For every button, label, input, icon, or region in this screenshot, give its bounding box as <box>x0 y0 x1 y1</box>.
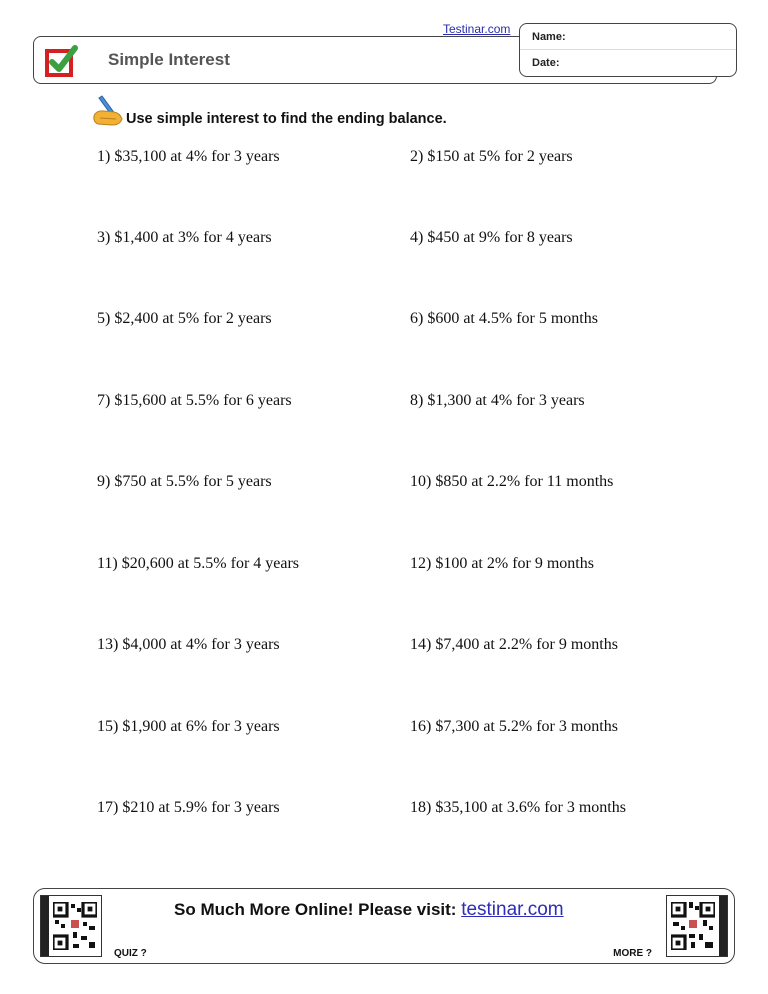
problem-item: 14) $7,400 at 2.2% for 9 months <box>410 636 618 653</box>
problem-item: 9) $750 at 5.5% for 5 years <box>97 473 272 490</box>
promo-message: So Much More Online! Please visit: <box>174 900 462 919</box>
problem-item: 16) $7,300 at 5.2% for 3 months <box>410 718 618 735</box>
qr-side-strip <box>41 896 49 956</box>
promo-text <box>174 899 564 921</box>
problem-item: 17) $210 at 5.9% for 3 years <box>97 799 280 816</box>
instruction <box>92 94 447 128</box>
problem-item: 4) $450 at 9% for 8 years <box>410 229 573 246</box>
date-field[interactable]: Date: <box>520 49 736 75</box>
instruction-text: Use simple interest to find the ending balance. <box>126 111 447 127</box>
problem-item: 5) $2,400 at 5% for 2 years <box>97 310 272 327</box>
quiz-label: QUIZ ? <box>114 948 147 959</box>
problem-item: 13) $4,000 at 4% for 3 years <box>97 636 280 653</box>
qr-side-strip <box>719 896 727 956</box>
name-date-box <box>519 23 737 77</box>
qr-code-icon <box>671 902 715 950</box>
problem-item: 12) $100 at 2% for 9 months <box>410 555 594 572</box>
footer-banner <box>33 888 735 964</box>
problem-item: 15) $1,900 at 6% for 3 years <box>97 718 280 735</box>
problem-item: 11) $20,600 at 5.5% for 4 years <box>97 555 300 572</box>
worksheet-title: Simple Interest <box>108 50 230 69</box>
problem-item: 8) $1,300 at 4% for 3 years <box>410 392 585 409</box>
problem-item: 2) $150 at 5% for 2 years <box>410 148 573 165</box>
quiz-qr-code[interactable] <box>40 895 102 957</box>
testinar-link[interactable]: Testinar.com <box>443 22 511 36</box>
problem-item: 3) $1,400 at 3% for 4 years <box>97 229 272 246</box>
more-qr-code[interactable] <box>666 895 728 957</box>
hand-writing-pencil-icon <box>92 94 128 128</box>
more-label: MORE ? <box>613 948 652 959</box>
name-field[interactable]: Name: <box>532 31 566 43</box>
problem-item: 10) $850 at 2.2% for 11 months <box>410 473 614 490</box>
qr-code-icon <box>53 902 97 950</box>
checkbox-check-icon <box>44 44 78 78</box>
problem-item: 7) $15,600 at 5.5% for 6 years <box>97 392 292 409</box>
problem-item: 1) $35,100 at 4% for 3 years <box>97 148 280 165</box>
problem-item: 6) $600 at 4.5% for 5 months <box>410 310 598 327</box>
problem-item: 18) $35,100 at 3.6% for 3 months <box>410 799 626 816</box>
testinar-footer-link[interactable]: testinar.com <box>461 899 564 920</box>
